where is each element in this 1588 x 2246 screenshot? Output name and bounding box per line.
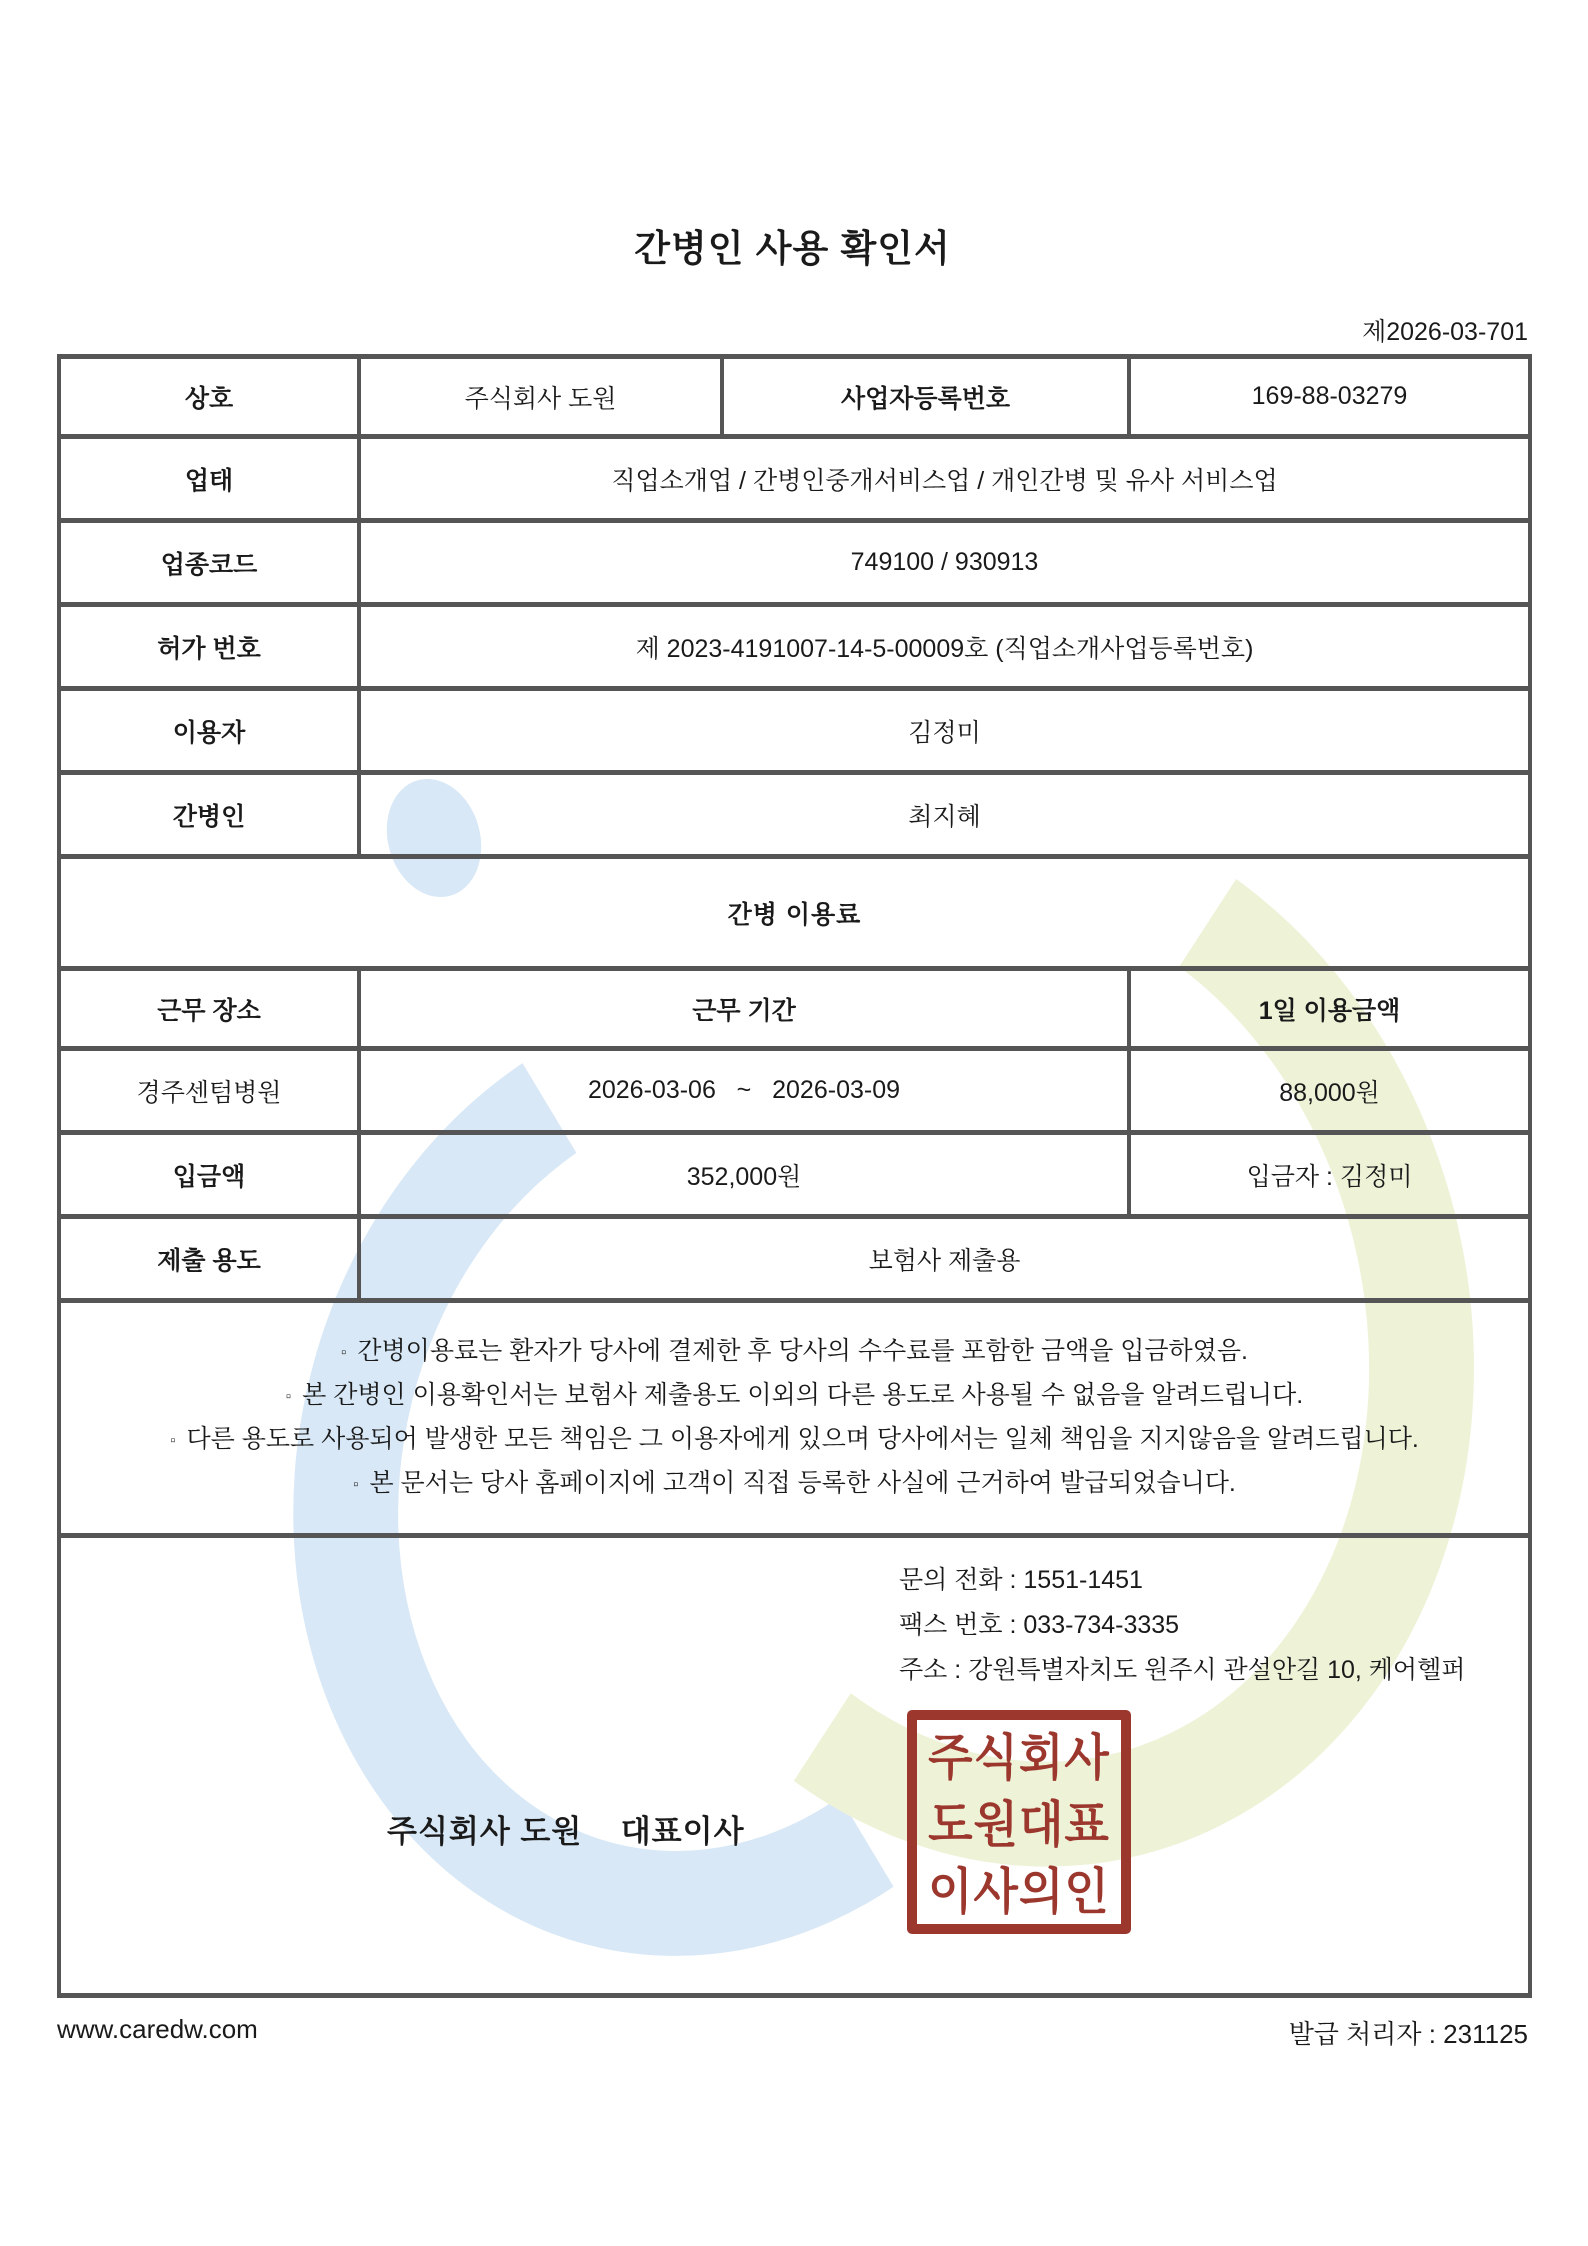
table-row	[59, 437, 1530, 521]
seal-text-row: 도원대표	[928, 1795, 1110, 1853]
footer-website: www.caredw.com	[57, 2014, 258, 2044]
notes-box	[59, 1301, 1530, 1536]
seal-text-row: 주식회사	[928, 1728, 1110, 1786]
industry-code-label: 업종코드	[59, 521, 359, 605]
company-name-label: 상호	[59, 357, 359, 437]
square-bullet-icon: ▫	[170, 1432, 176, 1449]
table-row	[59, 1536, 1530, 1996]
note-item: ▫ 다른 용도로 사용되어 발생한 모든 책임은 그 이용자에게 있으며 당사에서는 일체 책임을 지지않음을 알려드립니다.	[67, 1418, 1522, 1462]
user-value: 김정미	[359, 689, 1530, 773]
document-number: 제2026-03-701	[1362, 318, 1528, 346]
fee-section-title: 간병 이용료	[59, 857, 1530, 969]
contact-fax: 팩스 번호 : 033-734-3335	[899, 1611, 1180, 1639]
table-row	[59, 1049, 1530, 1133]
note-item: ▫ 본 간병인 이용확인서는 보험사 제출용도 이외의 다른 용도로 사용될 수 없음을 알려드립니다.	[67, 1374, 1522, 1418]
purpose-value: 보험사 제출용	[359, 1217, 1530, 1301]
biz-type-value: 직업소개업 / 간병인중개서비스업 / 개인간병 및 유사 서비스업	[359, 437, 1530, 521]
table-row	[59, 689, 1530, 773]
table-row	[59, 857, 1530, 969]
seal-text-row: 이사의인	[928, 1862, 1110, 1920]
company-name-value: 주식회사 도원	[359, 357, 722, 437]
permit-number-label: 허가 번호	[59, 605, 359, 689]
table-row	[59, 357, 1530, 437]
biz-reg-number-value: 169-88-03279	[1129, 357, 1530, 437]
caregiver-label: 간병인	[59, 773, 359, 857]
work-period-label: 근무 기간	[359, 969, 1129, 1049]
footer-issuer: 발급 처리자 : 231125	[1288, 2019, 1528, 2049]
contact-address: 주소 : 강원특별자치도 원주시 관설안길 10, 케어헬퍼	[899, 1656, 1466, 1684]
work-period-value: 2026-03-06 ~ 2026-03-09	[359, 1049, 1129, 1133]
biz-type-label: 업태	[59, 437, 359, 521]
note-item: ▫ 간병이용료는 환자가 당사에 결제한 후 당사의 수수료를 포함한 금액을 입금하였음.	[67, 1330, 1522, 1374]
table-row	[59, 773, 1530, 857]
square-bullet-icon: ▫	[285, 1388, 292, 1405]
daily-fee-value: 88,000원	[1129, 1049, 1530, 1133]
confirmation-table	[57, 354, 1532, 1998]
company-seal-stamp	[907, 1710, 1131, 1934]
user-label: 이용자	[59, 689, 359, 773]
depositor-cell	[1129, 1133, 1530, 1217]
depositor-value: : 김정미	[1319, 1162, 1413, 1191]
daily-fee-label: 1일 이용금액	[1129, 969, 1530, 1049]
contact-phone: 문의 전화 : 1551-1451	[899, 1566, 1143, 1594]
company-signature: 주식회사 도원 대표이사	[387, 1814, 745, 1849]
industry-code-value: 749100 / 930913	[359, 521, 1530, 605]
work-place-value: 경주센텀병원	[59, 1049, 359, 1133]
square-bullet-icon: ▫	[341, 1344, 347, 1361]
note-item: ▫ 본 문서는 당사 홈페이지에 고객이 직접 등록한 사실에 근거하여 발급되었습니다.	[67, 1462, 1522, 1506]
table-row	[59, 605, 1530, 689]
biz-reg-number-label: 사업자등록번호	[722, 357, 1129, 437]
square-bullet-icon: ▫	[353, 1476, 359, 1493]
deposit-amount-label: 입금액	[59, 1133, 359, 1217]
signature-box	[59, 1536, 1530, 1996]
work-place-label: 근무 장소	[59, 969, 359, 1049]
page-footer	[57, 2014, 1528, 2051]
table-row	[59, 1217, 1530, 1301]
table-row	[59, 1133, 1530, 1217]
table-row	[59, 969, 1530, 1049]
table-row	[59, 521, 1530, 605]
permit-number-value: 제 2023-4191007-14-5-00009호 (직업소개사업등록번호)	[359, 605, 1530, 689]
purpose-label: 제출 용도	[59, 1217, 359, 1301]
page-title: 간병인 사용 확인서	[634, 228, 951, 269]
depositor-label: 입금자	[1246, 1162, 1320, 1191]
deposit-amount-value: 352,000원	[359, 1133, 1129, 1217]
caregiver-value: 최지혜	[359, 773, 1530, 857]
table-row	[59, 1301, 1530, 1536]
contact-info	[899, 1558, 1465, 1693]
